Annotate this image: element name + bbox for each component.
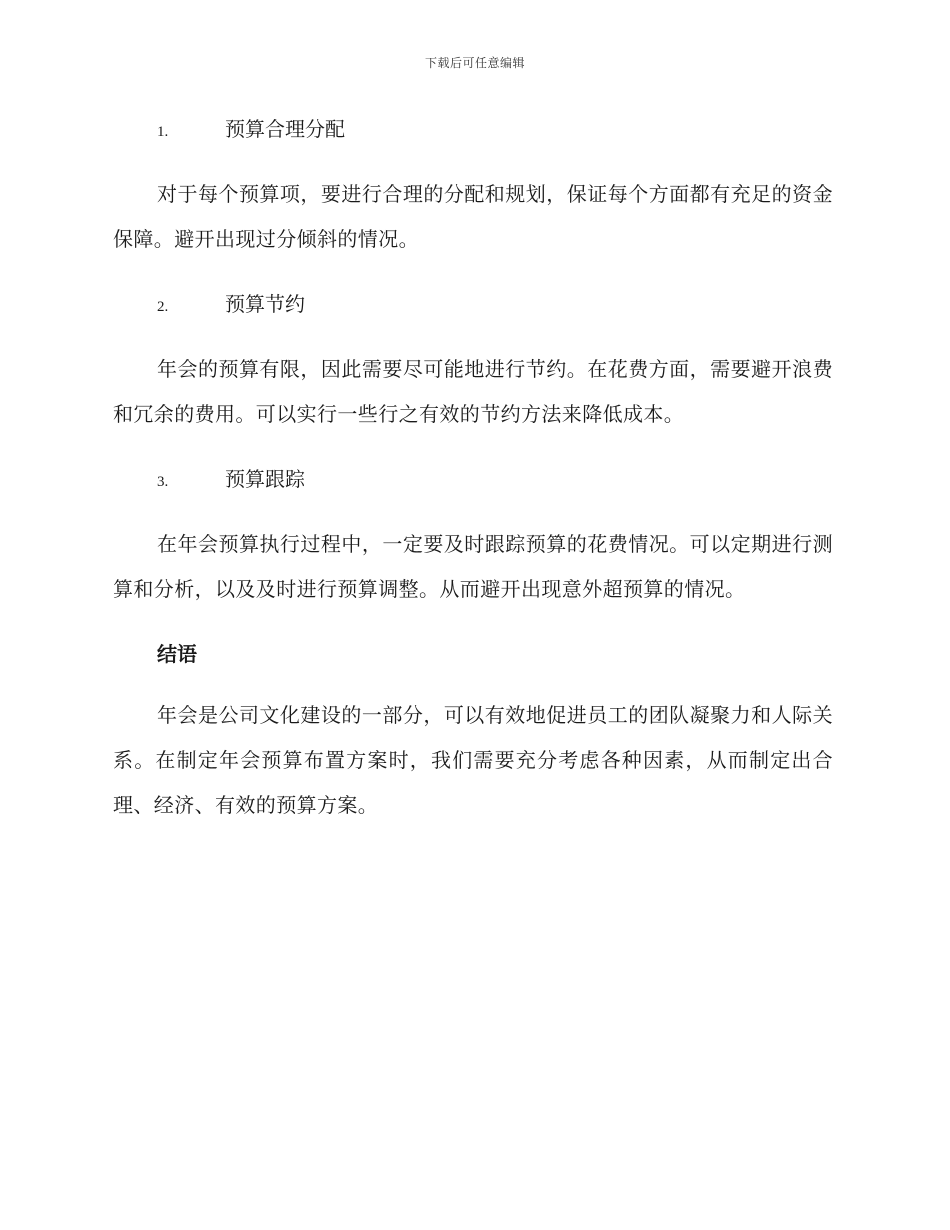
section-number: 1.: [157, 124, 169, 140]
header-note: 下载后可任意编辑: [424, 56, 525, 70]
conclusion-title: 结语: [157, 642, 197, 666]
section-body-2: 年会的预算有限，因此需要尽可能地进行节约。在花费方面，需要避开浪费和冗余的费用。可以实行一些行之有效的节约方法来降低成本。: [113, 357, 833, 426]
section-heading-2: [113, 287, 833, 324]
section-heading-3: [113, 462, 833, 499]
section-title: 预算合理分配: [225, 117, 345, 141]
conclusion-body: 年会是公司文化建设的一部分，可以有效地促进员工的团队凝聚力和人际关系。在制定年会预算布置方案时，我们需要充分考虑各种因素，从而制定出合理、经济、有效的预算方案。: [113, 703, 833, 817]
section-title: 预算节约: [225, 292, 305, 316]
section-body-3: 在年会预算执行过程中，一定要及时跟踪预算的花费情况。可以定期进行测算和分析，以及及时进行预算调整。从而避开出现意外超预算的情况。: [113, 532, 833, 601]
section-title: 预算跟踪: [225, 467, 305, 491]
document-content: [113, 112, 833, 853]
section-body-1: 对于每个预算项，要进行合理的分配和规划，保证每个方面都有充足的资金保障。避开出现过分倾斜的情况。: [113, 182, 833, 251]
section-number: 2.: [157, 299, 169, 315]
section-heading-1: [113, 112, 833, 149]
section-number: 3.: [157, 474, 169, 490]
